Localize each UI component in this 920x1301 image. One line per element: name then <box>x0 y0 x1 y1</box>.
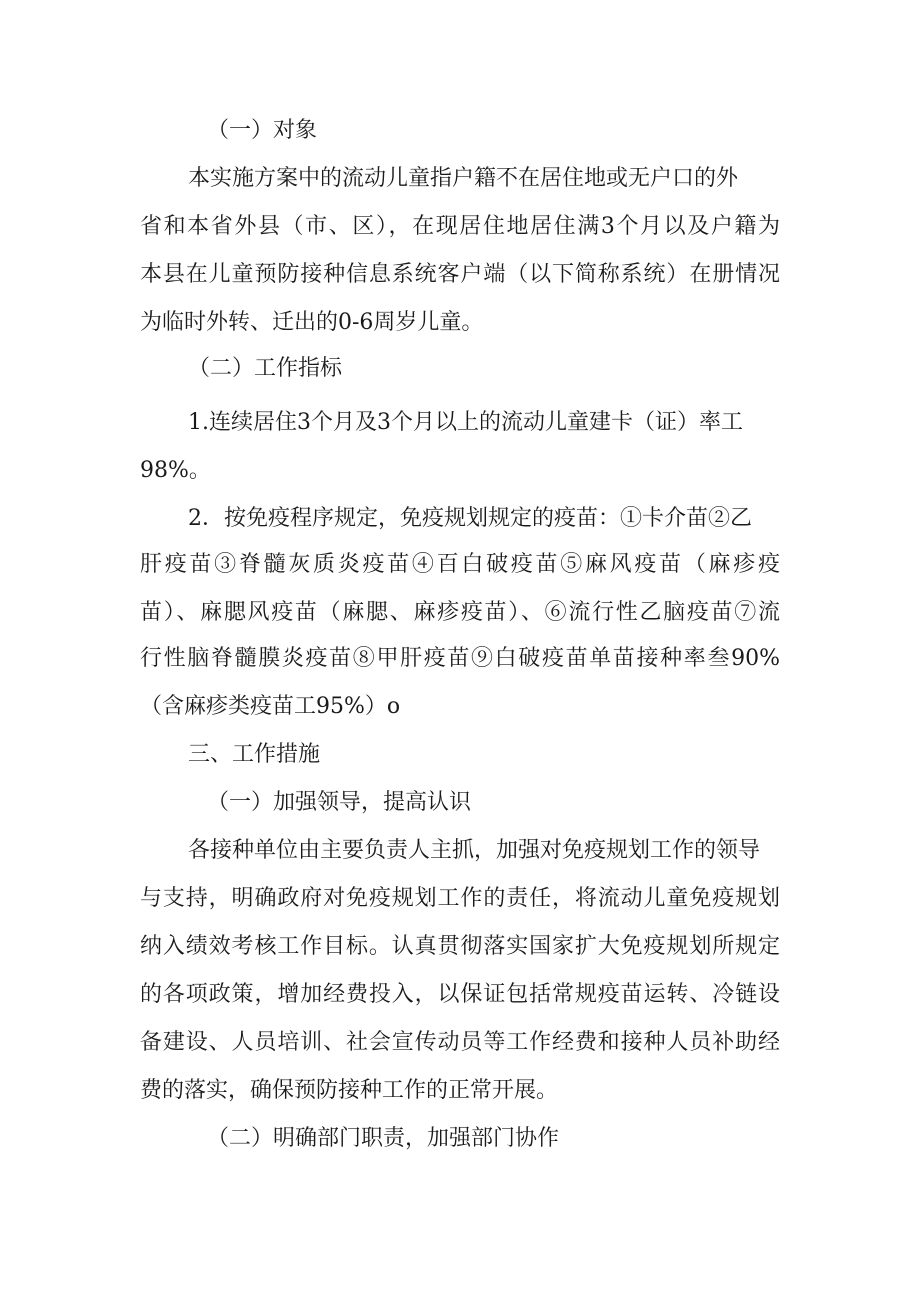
paragraph-line: 行性脑脊髓膜炎疫苗⑧甲肝疫苗⑨白破疫苗单苗接种率叁90% <box>140 646 780 671</box>
subsection-heading-coordination: （二）明确部门职责，加强部门协作 <box>207 1126 560 1151</box>
paragraph-line: 2．按免疫程序规定，免疫规划规定的疫苗：①卡介苗②乙 <box>188 506 752 531</box>
paragraph-line: 苗）、麻腮风疫苗（麻腮、麻疹疫苗）、⑥流行性乙脑疫苗⑦流 <box>140 600 780 625</box>
paragraph-line: 本实施方案中的流动儿童指户籍不在居住地或无户口的外 <box>188 166 739 191</box>
paragraph-line: 98%。 <box>140 458 211 483</box>
paragraph-line: 备建设、人员培训、社会宣传动员等工作经费和接种人员补助经 <box>140 1030 780 1055</box>
paragraph-line: 省和本省外县（市、区），在现居住地居住满3个月以及户籍为 <box>140 214 780 239</box>
paragraph-line: 本县在儿童预防接种信息系统客户端（以下简称系统）在册情况 <box>140 262 780 287</box>
paragraph-line: 费的落实，确保预防接种工作的正常开展。 <box>140 1078 559 1103</box>
subsection-heading-target: （一）对象 <box>207 118 318 143</box>
paragraph-line: 肝疫苗③脊髓灰质炎疫苗④百白破疫苗⑤麻风疫苗（麻疹疫 <box>140 552 780 577</box>
paragraph-line: 与支持，明确政府对免疫规划工作的责任，将流动儿童免疫规划 <box>140 886 780 911</box>
subsection-heading-indicators: （二）工作指标 <box>188 356 343 381</box>
subsection-heading-leadership: （一）加强领导，提高认识 <box>207 790 472 815</box>
paragraph-line: 各接种单位由主要负责人主抓，加强对免疫规划工作的领导 <box>188 838 761 863</box>
paragraph-line: 1.连续居住3个月及3个月以上的流动儿童建卡（证）率工 <box>188 410 743 435</box>
paragraph-line: （含麻疹类疫苗工95%）o <box>140 694 401 719</box>
paragraph-line: 的各项政策，增加经费投入，以保证包括常规疫苗运转、冷链设 <box>140 982 780 1007</box>
paragraph-line: 纳入绩效考核工作目标。认真贯彻落实国家扩大免疫规划所规定 <box>140 934 780 959</box>
section-heading-measures: 三、工作措施 <box>188 742 321 767</box>
paragraph-line: 为临时外转、迁出的0-6周岁儿童。 <box>140 310 484 335</box>
